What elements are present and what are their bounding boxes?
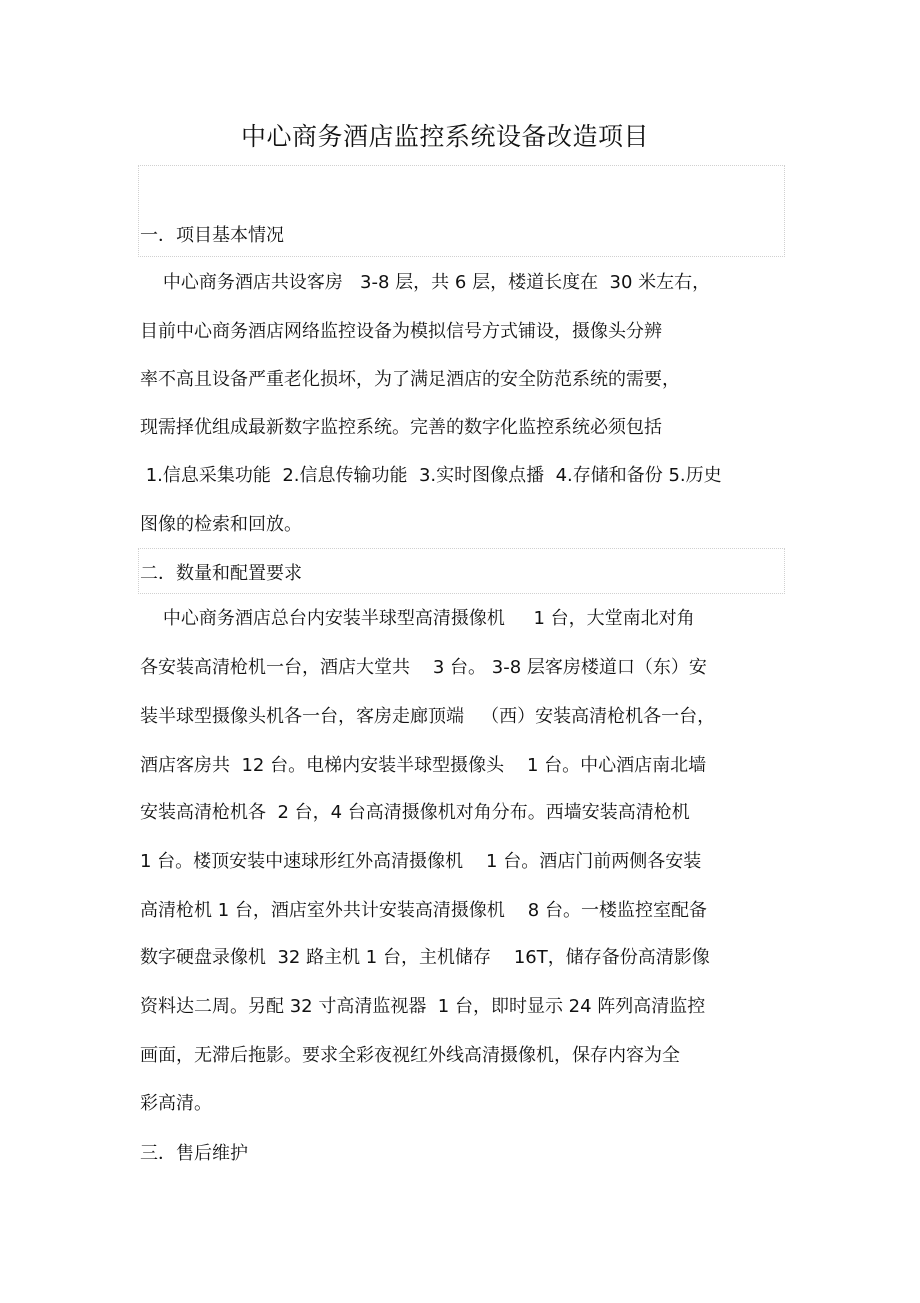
paragraph-line: 图像的检索和回放。 [140, 514, 302, 535]
paragraph-line: 1 台。楼顶安装中速球形红外高清摄像机 1 台。酒店门前两侧各安装 [140, 851, 702, 872]
paragraph-line: 数字硬盘录像机 32 路主机 1 台，主机储存 16T，储存备份高清影像 [140, 947, 710, 968]
paragraph-line: 目前中心商务酒店网络监控设备为模拟信号方式铺设，摄像头分辨 [140, 321, 662, 342]
paragraph-line: 中心商务酒店总台内安装半球型高清摄像机 1 台，大堂南北对角 [140, 608, 695, 629]
paragraph-line: 画面，无滞后拖影。要求全彩夜视红外线高清摄像机，保存内容为全 [140, 1045, 680, 1066]
paragraph-line: 各安装高清枪机一台，酒店大堂共 3 台。 3-8 层客房楼道口（东）安 [140, 657, 707, 678]
paragraph-line: 高清枪机 1 台，酒店室外共计安装高清摄像机 8 台。一楼监控室配备 [140, 900, 707, 921]
paragraph-line: 安装高清枪机各 2 台，4 台高清摄像机对角分布。西墙安装高清枪机 [140, 802, 690, 823]
paragraph-line: 装半球型摄像头机各一台，客房走廊顶端 （西）安装高清枪机各一台， [140, 706, 716, 727]
paragraph-line: 1.信息采集功能 2.信息传输功能 3.实时图像点播 4.存储和备份 5.历史 [140, 465, 722, 486]
document-title: 中心商务酒店监控系统设备改造项目 [240, 122, 649, 151]
paragraph-line: 酒店客房共 12 台。电梯内安装半球型摄像头 1 台。中心酒店南北墙 [140, 755, 707, 776]
paragraph-line: 中心商务酒店共设客房 3-8 层，共 6 层，楼道长度在 30 米左右， [140, 272, 711, 293]
section-heading: 一．项目基本情况 [140, 225, 284, 246]
paragraph-line: 资料达二周。另配 32 寸高清监视器 1 台，即时显示 24 阵列高清监控 [140, 996, 706, 1017]
paragraph-line: 彩高清。 [140, 1093, 212, 1114]
section-heading: 三．售后维护 [140, 1143, 248, 1164]
paragraph-line: 现需择优组成最新数字监控系统。完善的数字化监控系统必须包括 [140, 417, 662, 438]
paragraph-line: 率不高且设备严重老化损坏，为了满足酒店的安全防范系统的需要， [140, 369, 680, 390]
section-heading: 二．数量和配置要求 [140, 563, 302, 584]
